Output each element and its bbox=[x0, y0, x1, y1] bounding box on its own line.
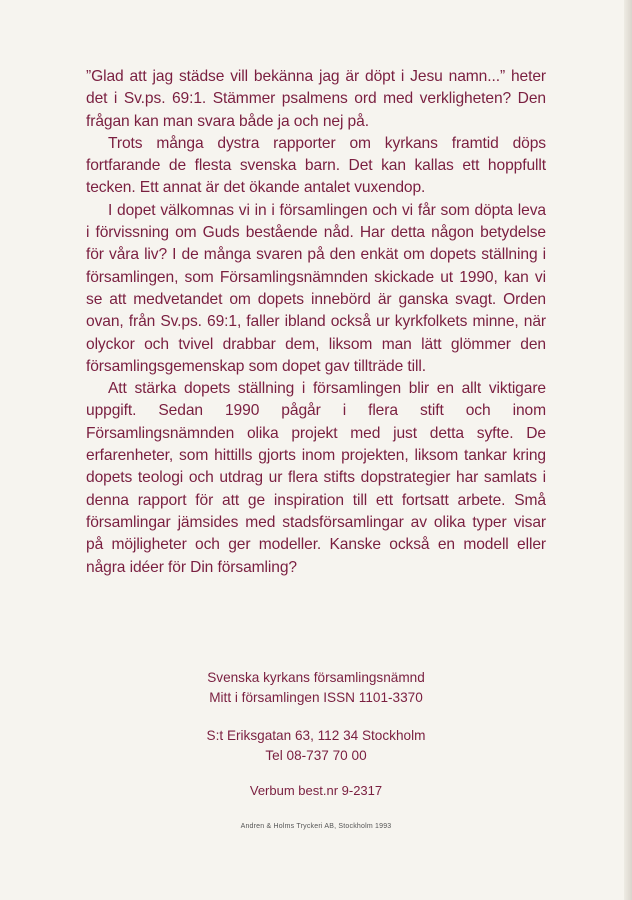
paragraph-2: Trots många dystra rapporter om kyrkans framtid döps fortfarande de flesta svenska barn. Det kan kallas ett hoppfullt tecken. Ett annat är det ökande antalet vuxendop. bbox=[86, 134, 546, 197]
paragraph-3: I dopet välkomnas vi in i församlingen och vi får som döpta leva i förvissning om Guds bestående nåd. Har detta någon betydelse för våra liv? I de många svaren på den enkät om dopets ställning i församlingen, som Församlingsnämnden skickade ut 1990, kan vi se att medvetandet om dopets innebörd är ganska svagt. Orden ovan, från Sv.ps. 69:1, faller ibland också ur kyrkfolkets minne, när olyckor och tvivel drabbar dem, liksom man lätt glömmer den församlingsgemenskap som dopet gav tillträde till. bbox=[86, 201, 546, 375]
paragraph-1: ”Glad att jag städse vill bekänna jag är döpt i Jesu namn...” heter det i Sv.ps. 69:1. Stämmer psalmens ord med verkligheten? Den frågan kan man svara både ja och nej på. bbox=[86, 68, 546, 130]
series-issn: Mitt i församlingen ISSN 1101-3370 bbox=[209, 690, 423, 705]
publisher-block bbox=[0, 668, 632, 708]
street-address: S:t Eriksgatan 63, 112 34 Stockholm bbox=[206, 728, 426, 743]
printer-credit: Andren & Holms Tryckeri AB, Stockholm 1993 bbox=[240, 823, 392, 830]
paragraph-4: Att stärka dopets ställning i församlingen blir en allt viktigare uppgift. Sedan 1990 pågår i flera stift och inom Församlingsnämnden olika projekt med just detta syfte. De erfarenheter, som hittills gjorts inom projekten, liksom tankar kring dopets teologi och utdrag ur flera stifts dopstrategier har samlats i denna rapport för att ge inspiration till ett fortsatt arbete. Små församlingar jämsides med stadsförsamlingar av olika typer visar på möjligheter och ger modeller. Kanske också en modell eller några idéer för Din församling? bbox=[86, 380, 546, 576]
phone-number: Tel 08-737 70 00 bbox=[265, 748, 367, 763]
order-number: Verbum best.nr 9-2317 bbox=[249, 783, 383, 798]
publisher-name: Svenska kyrkans församlingsnämnd bbox=[207, 670, 425, 685]
order-number-block bbox=[0, 781, 632, 801]
body-text bbox=[86, 66, 546, 579]
address-block bbox=[0, 726, 632, 766]
